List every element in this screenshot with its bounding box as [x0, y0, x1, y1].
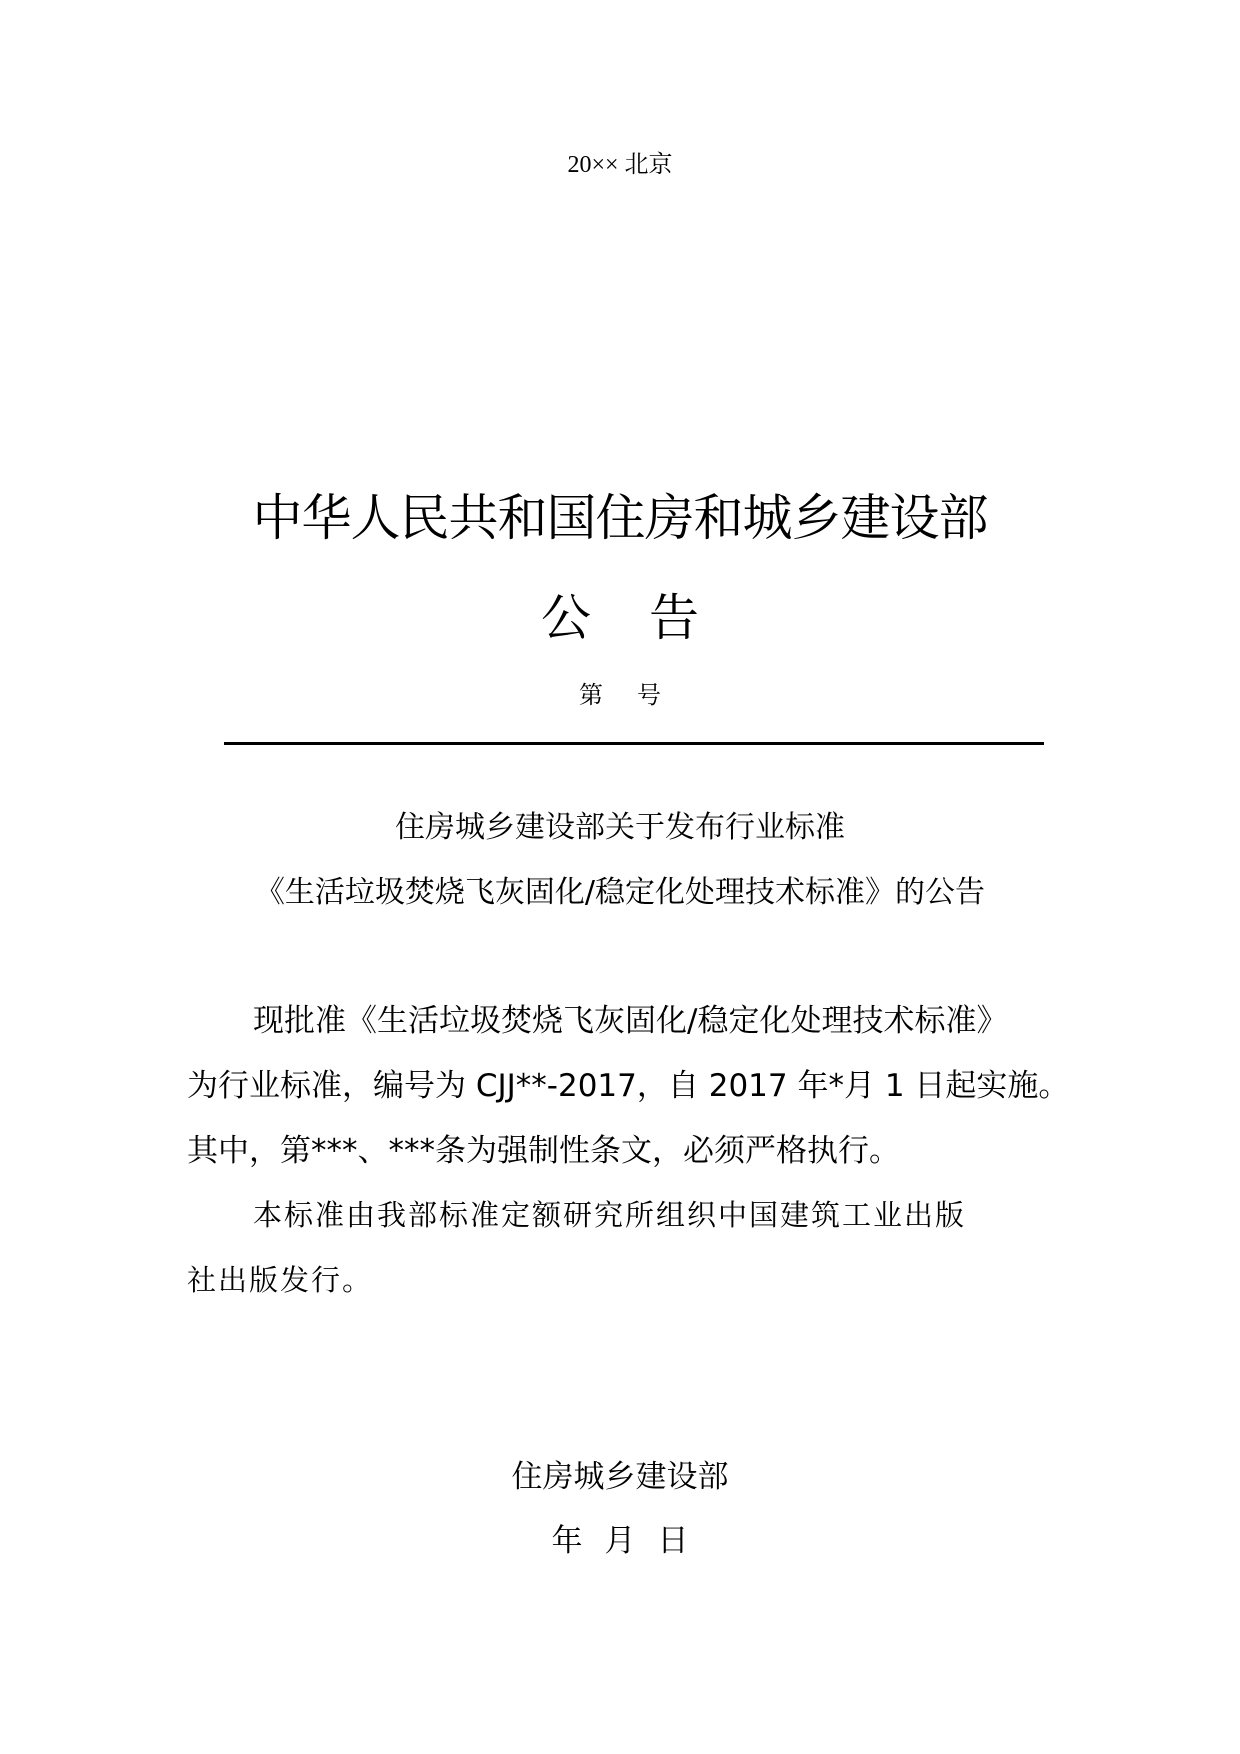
approval-paragraph-line-3: 其中，第***、***条为强制性条文，必须严格执行。	[187, 1133, 900, 1169]
approval-paragraph-line-1: 现批准《生活垃圾焚烧飞灰固化/稳定化处理技术标准》	[253, 1003, 1008, 1039]
header-divider	[224, 742, 1044, 745]
signature-date: 年月日	[551, 1523, 711, 1559]
subject-heading-line-1: 住房城乡建设部关于发布行业标准	[395, 810, 845, 845]
publication-place-year: 20×× 北京	[567, 152, 673, 178]
ministry-title: 中华人民共和国住房和城乡建设部	[252, 489, 988, 547]
notice-title: 公告	[541, 589, 757, 647]
signature-organization: 住房城乡建设部	[511, 1459, 729, 1495]
notice-number: 第号	[579, 681, 695, 709]
subject-heading-line-2: 《生活垃圾焚烧飞灰固化/稳定化处理技术标准》的公告	[254, 875, 986, 910]
publishing-paragraph-line-2: 社出版发行。	[187, 1263, 374, 1297]
approval-paragraph-line-2: 为行业标准，编号为 CJJ**-2017，自 2017 年*月 1 日起实施。	[187, 1068, 1070, 1104]
publishing-paragraph-line-1: 本标准由我部标准定额研究所组织中国建筑工业出版	[253, 1198, 967, 1232]
